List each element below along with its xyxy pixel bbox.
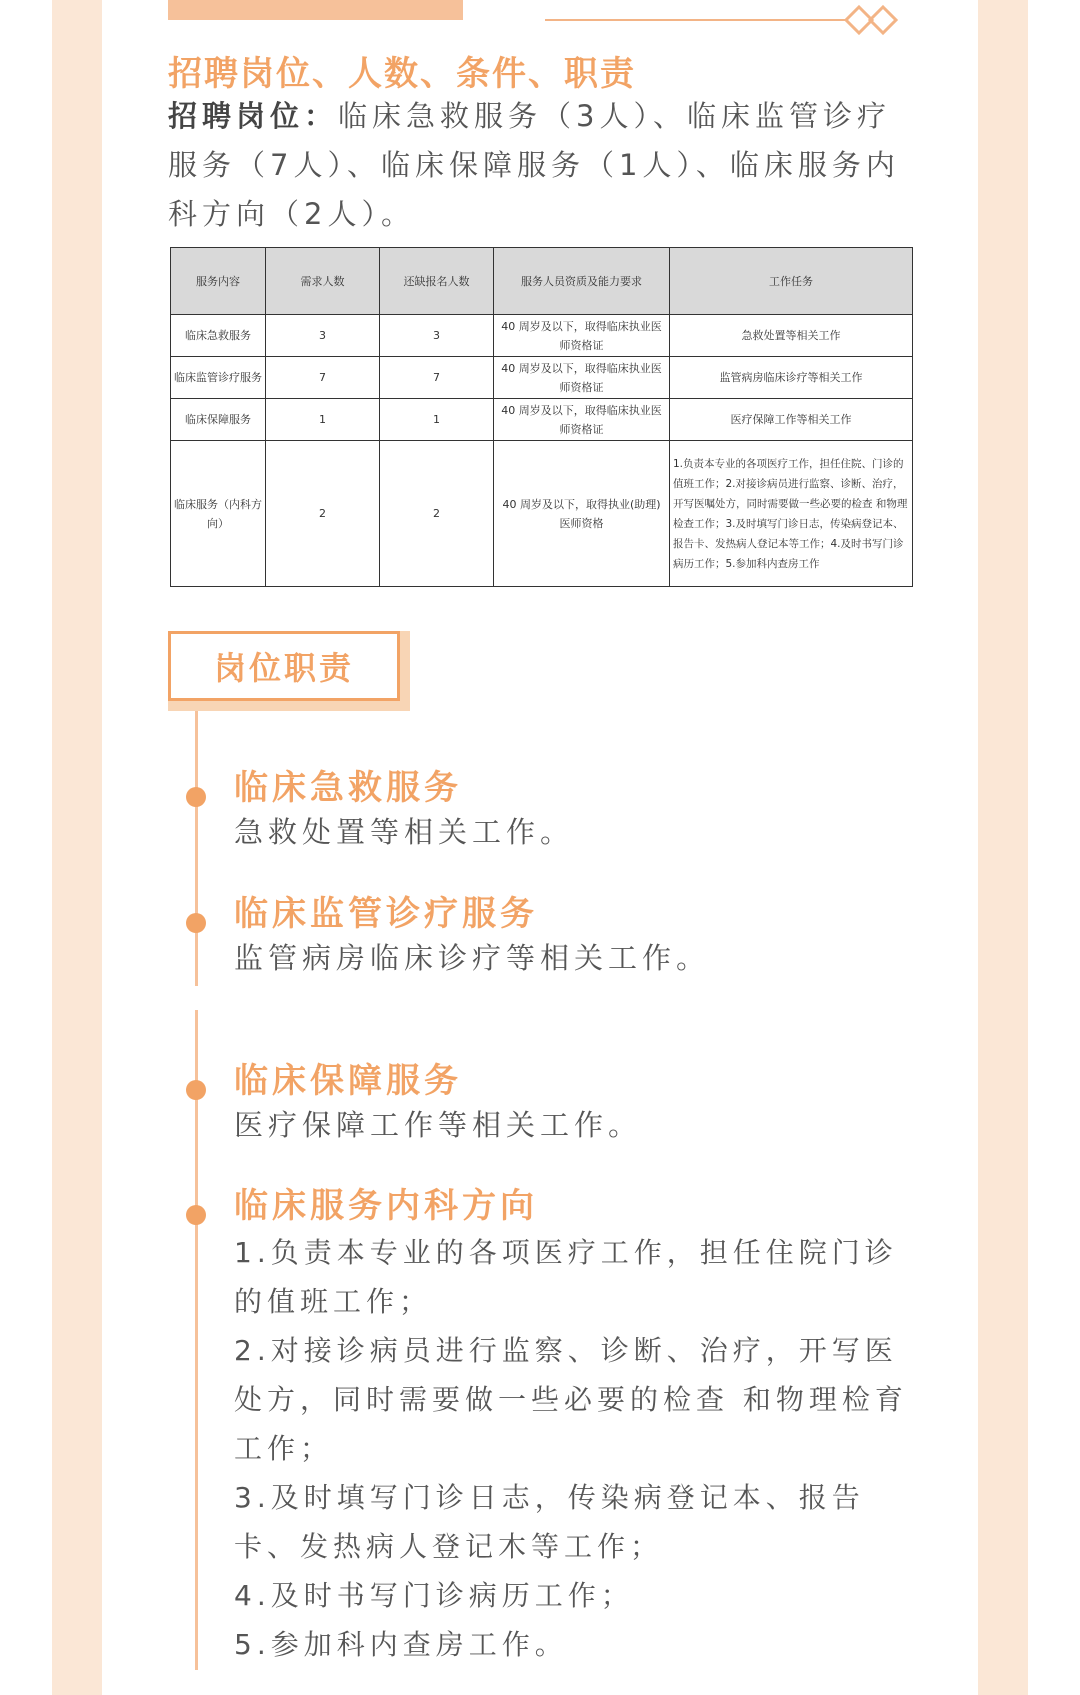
cell-demand: 3 bbox=[266, 315, 380, 357]
timeline-dot bbox=[186, 1205, 206, 1225]
header-demand: 需求人数 bbox=[266, 248, 380, 315]
header-remaining: 还缺报名人数 bbox=[380, 248, 494, 315]
duty-text-support: 医疗保障工作等相关工作。 bbox=[234, 1108, 643, 1142]
table-row bbox=[171, 399, 913, 441]
duty-title-support: 临床保障服务 bbox=[234, 1061, 462, 1101]
cell-remaining: 2 bbox=[380, 441, 494, 587]
cell-service: 临床服务（内科方向） bbox=[171, 441, 266, 587]
cell-remaining: 3 bbox=[380, 315, 494, 357]
right-decor-band bbox=[978, 0, 1028, 1695]
duty-title-emergency: 临床急救服务 bbox=[234, 768, 462, 808]
list-item: 3.及时填写门诊日志，传染病登记本、报告卡、发热病人登记木等工作； bbox=[234, 1481, 865, 1563]
list-item: 5.参加科内查房工作。 bbox=[234, 1628, 568, 1661]
cell-remaining: 7 bbox=[380, 357, 494, 399]
top-divider-line bbox=[545, 19, 845, 21]
table-row bbox=[171, 441, 913, 587]
table-row bbox=[171, 315, 913, 357]
cell-service: 临床保障服务 bbox=[171, 399, 266, 441]
cell-demand: 2 bbox=[266, 441, 380, 587]
cell-requirement: 40 周岁及以下，取得临床执业医师资格证 bbox=[494, 315, 670, 357]
intro-label: 招聘岗位： bbox=[168, 99, 339, 133]
recruitment-table bbox=[170, 247, 913, 587]
cell-requirement: 40 周岁及以下，取得执业(助理)医师资格 bbox=[494, 441, 670, 587]
header-task: 工作任务 bbox=[670, 248, 913, 315]
cell-requirement: 40 周岁及以下，取得临床执业医师资格证 bbox=[494, 399, 670, 441]
duty-title-supervision: 临床监管诊疗服务 bbox=[234, 894, 538, 934]
duty-text-supervision: 监管病房临床诊疗等相关工作。 bbox=[234, 941, 711, 975]
cell-service: 临床急救服务 bbox=[171, 315, 266, 357]
cell-requirement: 40 周岁及以下，取得临床执业医师资格证 bbox=[494, 357, 670, 399]
recruitment-intro bbox=[168, 92, 908, 239]
timeline-dot bbox=[186, 787, 206, 807]
header-service: 服务内容 bbox=[171, 248, 266, 315]
list-item: 1.负责本专业的各项医疗工作，担任住院门诊的值班工作； bbox=[234, 1236, 898, 1318]
table-row bbox=[171, 357, 913, 399]
cell-service: 临床监管诊疗服务 bbox=[171, 357, 266, 399]
timeline-line bbox=[195, 711, 198, 986]
duty-text-emergency: 急救处置等相关工作。 bbox=[234, 815, 575, 849]
cell-demand: 7 bbox=[266, 357, 380, 399]
duty-list-internal bbox=[234, 1228, 919, 1669]
duties-heading: 岗位职责 bbox=[168, 631, 400, 701]
left-decor-band bbox=[52, 0, 102, 1695]
timeline-dot bbox=[186, 1080, 206, 1100]
diamond-ornament-icon bbox=[845, 4, 907, 36]
header-requirement: 服务人员资质及能力要求 bbox=[494, 248, 670, 315]
cell-task: 医疗保障工作等相关工作 bbox=[670, 399, 913, 441]
list-item: 2.对接诊病员进行监察、诊断、治疗，开写医处方，同时需要做一些必要的检查 和物理检育工作； bbox=[234, 1334, 908, 1465]
list-item: 4.及时书写门诊病历工作； bbox=[234, 1579, 634, 1612]
cell-demand: 1 bbox=[266, 399, 380, 441]
cell-task: 监管病房临床诊疗等相关工作 bbox=[670, 357, 913, 399]
intro-text: 临床急救服务（3人）、临床监管诊疗服务（7人）、临床保障服务（1人）、临床服务内科方向（2人）。 bbox=[168, 99, 900, 231]
table-header-row bbox=[171, 248, 913, 315]
cell-task: 急救处置等相关工作 bbox=[670, 315, 913, 357]
cell-remaining: 1 bbox=[380, 399, 494, 441]
duties-heading-box bbox=[168, 631, 410, 711]
duty-title-internal: 临床服务内科方向 bbox=[234, 1186, 538, 1226]
timeline-dot bbox=[186, 913, 206, 933]
cell-task: 1.负责本专业的各项医疗工作，担任住院、门诊的值班工作；2.对接诊病员进行监察、诊断、治疗，开写医嘱处方，同时需要做一些必要的检查 和物理检查工作；3.及时填写门诊日志，传染病登记本、报告卡、发热病人登记本等工作；4.及时书写门诊病历工作；5.参加科内查房工作 bbox=[670, 441, 913, 587]
timeline-line bbox=[195, 1010, 198, 1670]
section-title: 招聘岗位、人数、条件、职责 bbox=[168, 54, 636, 94]
top-accent-bar bbox=[168, 0, 463, 20]
